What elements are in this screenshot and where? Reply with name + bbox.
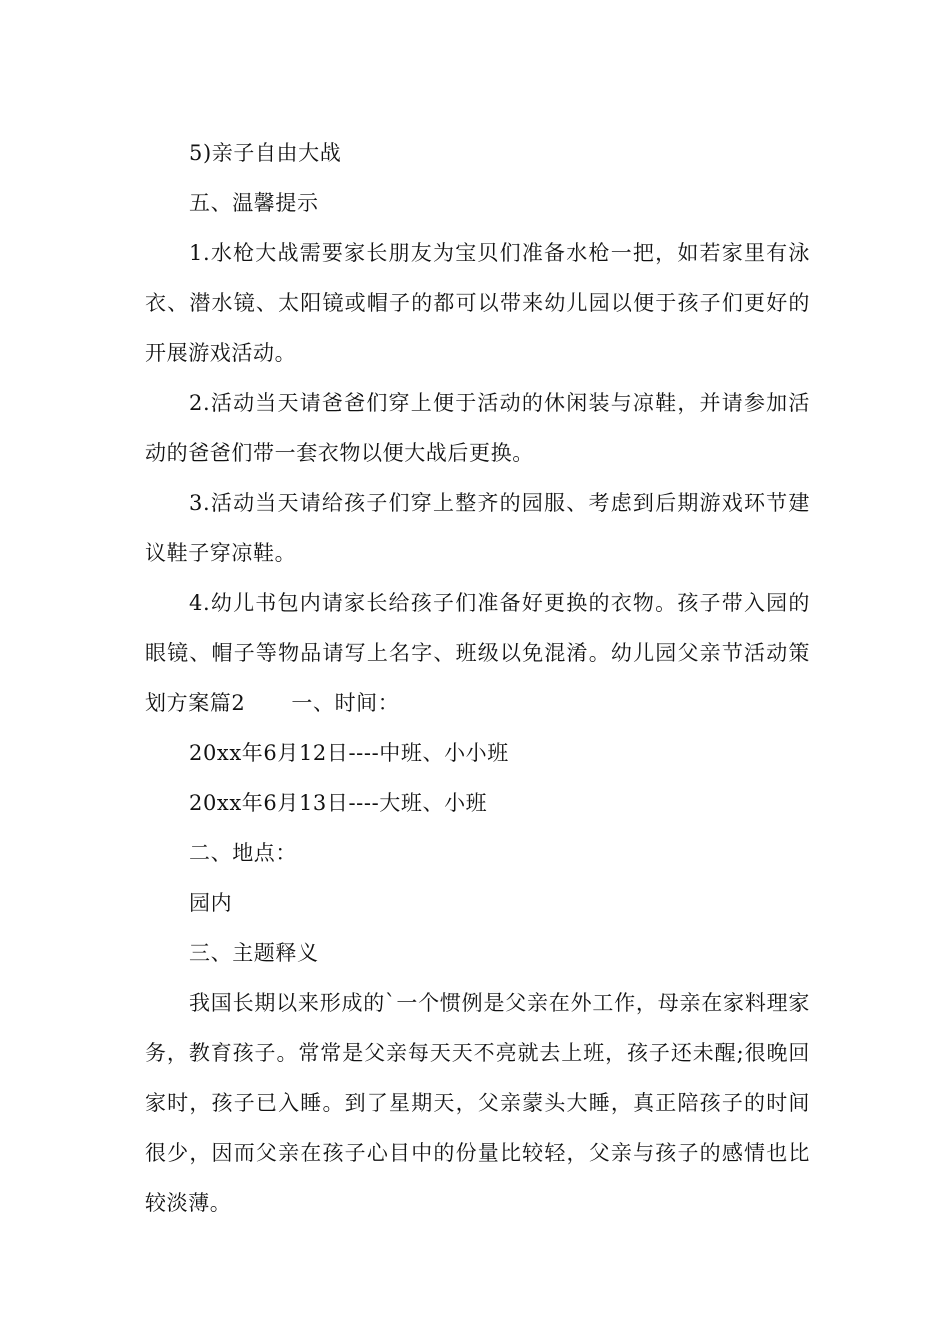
paragraph-theme: 我国长期以来形成的`一个惯例是父亲在外工作，母亲在家料理家务，教育孩子。常常是父亲每天天不亮就去上班，孩子还未醒;很晚回家时，孩子已入睡。到了星期天，父亲蒙头大睡，真正陪孩子的时间很少，因而父亲在孩子心目中的份量比较轻，父亲与孩子的感情也比较淡薄。: [145, 991, 810, 1215]
heading-time: 一、时间：: [291, 691, 400, 715]
paragraph-activity-5: 5)亲子自由大战: [189, 141, 342, 165]
paragraph-tip-4: [145, 578, 810, 728]
paragraph-tip-2: 2.活动当天请爸爸们穿上便于活动的休闲装与凉鞋，并请参加活动的爸爸们带一套衣物以便大战后更换。: [145, 391, 810, 465]
heading-tips: 五、温馨提示: [189, 191, 319, 215]
paragraph-tip-3: 3.活动当天请给孩子们穿上整齐的园服、考虑到后期游戏环节建议鞋子穿凉鞋。: [145, 491, 810, 565]
paragraph-date-2: 20xx年6月13日----大班、小班: [189, 791, 488, 815]
heading-theme: 三、主题释义: [189, 941, 319, 965]
paragraph-location: 园内: [189, 891, 233, 915]
paragraph-tip-1: 1.水枪大战需要家长朋友为宝贝们准备水枪一把，如若家里有泳衣、潜水镜、太阳镜或帽子的都可以带来幼儿园以便于孩子们更好的开展游戏活动。: [145, 241, 810, 365]
paragraph-date-1: 20xx年6月12日----中班、小小班: [189, 741, 509, 765]
heading-location: 二、地点：: [189, 841, 297, 865]
tip-4-text: 4.幼儿书包内请家长给孩子们准备好更换的衣物。孩子带入园的眼镜、帽子等物品请写上名字、班级以免混淆。幼儿园父亲节活动策划方案篇2: [145, 591, 810, 715]
document-body: [145, 128, 810, 1228]
